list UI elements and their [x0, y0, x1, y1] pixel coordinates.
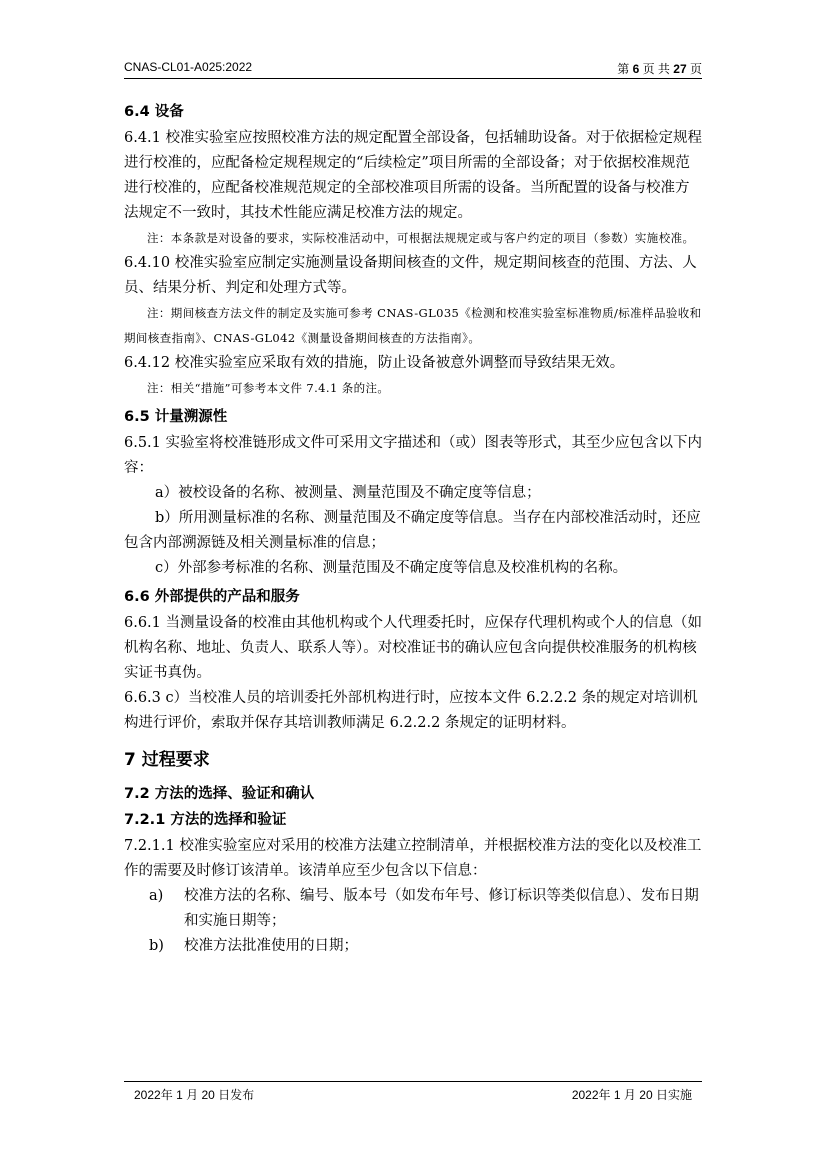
- clause-7-2-1-1: 7.2.1.1 校准实验室应对采用的校准方法建立控制清单，并根据校准方法的变化以及校准工作的需要及时修订该清单。该清单应至少包含以下信息：: [124, 838, 702, 879]
- heading-7-2: 7.2 方法的选择、验证和确认: [124, 786, 315, 802]
- clause-6-4-10: 6.4.10 校准实验室应制定实施测量设备期间核查的文件，规定期间核查的范围、方法、人员、结果分析、判定和处理方式等。: [124, 255, 697, 296]
- total-pages: 27: [673, 62, 687, 76]
- note-6-4-10: 注：期间核查方法文件的制定及实施可参考 CNAS-GL035《检测和校准实验室标准物质/标准样品验收和期间核查指南》、CNAS-GL042《测量设备期间核查的方法指南》。: [124, 306, 702, 345]
- list-marker: a): [149, 888, 164, 904]
- clause-6-6-1: 6.6.1 当测量设备的校准由其他机构或个人代理委托时，应保存代理机构或个人的信息（如机构名称、地址、负责人、联系人等）。对校准证书的确认应包含向提供校准服务的机构核实证书真伪。: [124, 615, 702, 681]
- list-marker: b): [149, 938, 164, 954]
- clause-6-4-12: 6.4.12 校准实验室应采取有效的措施，防止设备被意外调整而导致结果无效。: [124, 355, 625, 371]
- document-body: [124, 96, 702, 959]
- list-text: 校准方法批准使用的日期；: [184, 938, 358, 954]
- page-footer: [124, 1081, 702, 1102]
- clause-6-6-3-c: 6.6.3 c）当校准人员的培训委托外部机构进行时，应按本文件 6.2.2.2 条的规定对培训机构进行评价，索取并保存其培训教师满足 6.2.2.2 条规定的证明材料。: [124, 690, 698, 731]
- document-code: CNAS-CL01-A025:2022: [124, 60, 253, 74]
- issue-date: 2022年 1 月 20 日发布: [134, 1088, 255, 1102]
- item-7-2-1-1-b: [149, 934, 702, 959]
- heading-6-4: 6.4 设备: [124, 104, 184, 120]
- heading-6-5: 6.5 计量溯源性: [124, 409, 228, 425]
- item-6-5-1-a: a）被校设备的名称、被测量、测量范围及不确定度等信息；: [155, 485, 541, 501]
- implementation-date: 2022年 1 月 20 日实施: [571, 1088, 692, 1102]
- current-page: 6: [632, 62, 640, 76]
- list-text: 校准方法的名称、编号、版本号（如发布年号、修订标识等类似信息）、发布日期和实施日期等；: [184, 888, 699, 929]
- page-number: 第 6 页 共 27 页: [617, 62, 702, 76]
- note-6-4-12: 注：相关“措施”可参考本文件 7.4.1 条的注。: [147, 381, 390, 395]
- heading-7: 7 过程要求: [124, 750, 210, 770]
- clause-6-5-1: 6.5.1 实验室将校准链形成文件可采用文字描述和（或）图表等形式，其至少应包含以下内容：: [124, 435, 702, 476]
- heading-7-2-1: 7.2.1 方法的选择和验证: [124, 812, 287, 828]
- page-header: [124, 58, 702, 79]
- heading-6-6: 6.6 外部提供的产品和服务: [124, 589, 300, 605]
- item-6-5-1-c: c）外部参考标准的名称、测量范围及不确定度等信息及校准机构的名称。: [155, 560, 628, 576]
- item-7-2-1-1-a: [149, 884, 702, 934]
- note-6-4-1: 注：本条款是对设备的要求，实际校准活动中，可根据法规规定或与客户约定的项目（参数）实施校准。: [147, 231, 695, 245]
- item-6-5-1-b: b）所用测量标准的名称、测量范围及不确定度等信息。当存在内部校准活动时，还应包含内部溯源链及相关测量标准的信息；: [124, 510, 701, 551]
- clause-6-4-1: 6.4.1 校准实验室应按照校准方法的规定配置全部设备，包括辅助设备。对于依据检定规程进行校准的，应配备检定规程规定的“后续检定”项目所需的全部设备；对于依据校准规范进行校准的，应配备校准规范规定的全部校准项目所需的设备。当所配置的设备与校准方法规定不一致时，其技术性能应满足校准方法的规定。: [124, 130, 702, 221]
